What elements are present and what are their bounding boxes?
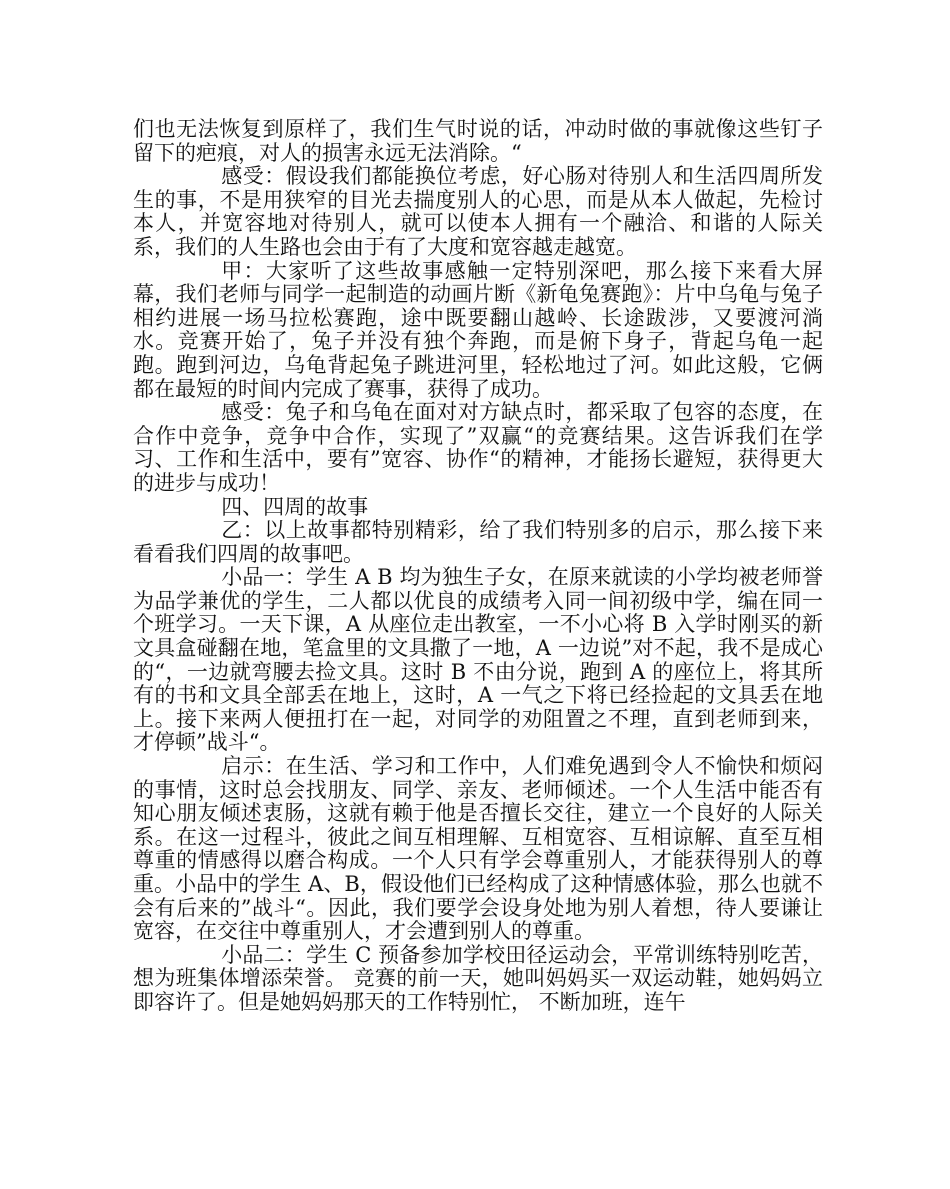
paragraph-4: 感受：兔子和乌龟在面对对方缺点时，都采取了包容的态度，在合作中竞争，竞争中合作，实现了”双赢“的竞赛结果。这告诉我们在学习、工作和生活中，要有”宽容、协作“的精神，才能扬长避短，获得更大的进步与成功！ xyxy=(133,400,823,495)
paragraph-7: 小品一：学生 A B 均为独生子女，在原来就读的小学均被老师誉为品学兼优的学生，二人都以优良的成绩考入同一间初级中学，编在同一个班学习。一天下课，A 从座位走出教室，一不小心将 B 入学时刚买的新文具盒碰翻在地，笔盒里的文具撒了一地，A 一边说”对不起，我不是成心的“，一边就弯腰去捡文具。这时 B 不由分说，跑到 A 的座位上，将其所有的书和文具全部丢在地上，这时，A 一气之下将已经捡起的文具丢在地上。接下来两人便扭打在一起，对同学的劝阻置之不理，直到老师到来，才停顿”战斗“。 xyxy=(133,565,823,755)
paragraph-2: 感受：假设我们都能换位考虑，好心肠对待别人和生活四周所发生的事，不是用狭窄的目光去揣度别人的心思，而是从本人做起，先检讨本人，并宽容地对待别人，就可以使本人拥有一个融洽、和谐的人际关系，我们的人生路也会由于有了大度和宽容越走越宽。 xyxy=(133,164,823,259)
paragraph-6: 乙：以上故事都特别精彩，给了我们特别多的启示，那么接下来看看我们四周的故事吧。 xyxy=(133,518,823,566)
document-page xyxy=(133,118,823,1015)
paragraph-1: 们也无法恢复到原样了，我们生气时说的话，冲动时做的事就像这些钉子留下的疤痕，对人的损害永远无法消除。“ xyxy=(133,117,823,165)
paragraph-9: 小品二：学生 C 预备参加学校田径运动会，平常训练特别吃苦，想为班集体增添荣誉。 竞赛的前一天，她叫妈妈买一双运动鞋，她妈妈立即容许了。但是她妈妈那天的工作特别忙， 不断加班，连午 xyxy=(133,942,823,1014)
paragraph-8: 启示：在生活、学习和工作中，人们难免遇到令人不愉快和烦闷的事情，这时总会找朋友、同学、亲友、老师倾述。一个人生活中能否有知心朋友倾述衷肠，这就有赖于他是否擅长交往，建立一个良好的人际关系。在这一过程斗，彼此之间互相理解、互相宽容、互相谅解、直至互相尊重的情感得以磨合构成。一个人只有学会尊重别人，才能获得别人的尊重。小品中的学生 A、B，假设他们已经构成了这种情感体验，那么也就不会有后来的”战斗“。因此，我们要学会设身处地为别人着想，待人要谦让宽容，在交往中尊重别人，才会遭到别人的尊重。 xyxy=(133,754,823,944)
paragraph-3: 甲：大家听了这些故事感触一定特别深吧，那么接下来看大屏幕，我们老师与同学一起制造的动画片断《新龟兔赛跑》：片中乌龟与兔子相约进展一场马拉松赛跑，途中既要翻山越岭、长途跋涉，又要渡河淌水。竞赛开始了，兔子并没有独个奔跑，而是俯下身子，背起乌龟一起跑。跑到河边，乌龟背起兔子跳进河里，轻松地过了河。如此这般，它俩都在最短的时间内完成了赛事，获得了成功。 xyxy=(133,258,823,401)
section-heading: 四、四周的故事 xyxy=(221,494,369,519)
